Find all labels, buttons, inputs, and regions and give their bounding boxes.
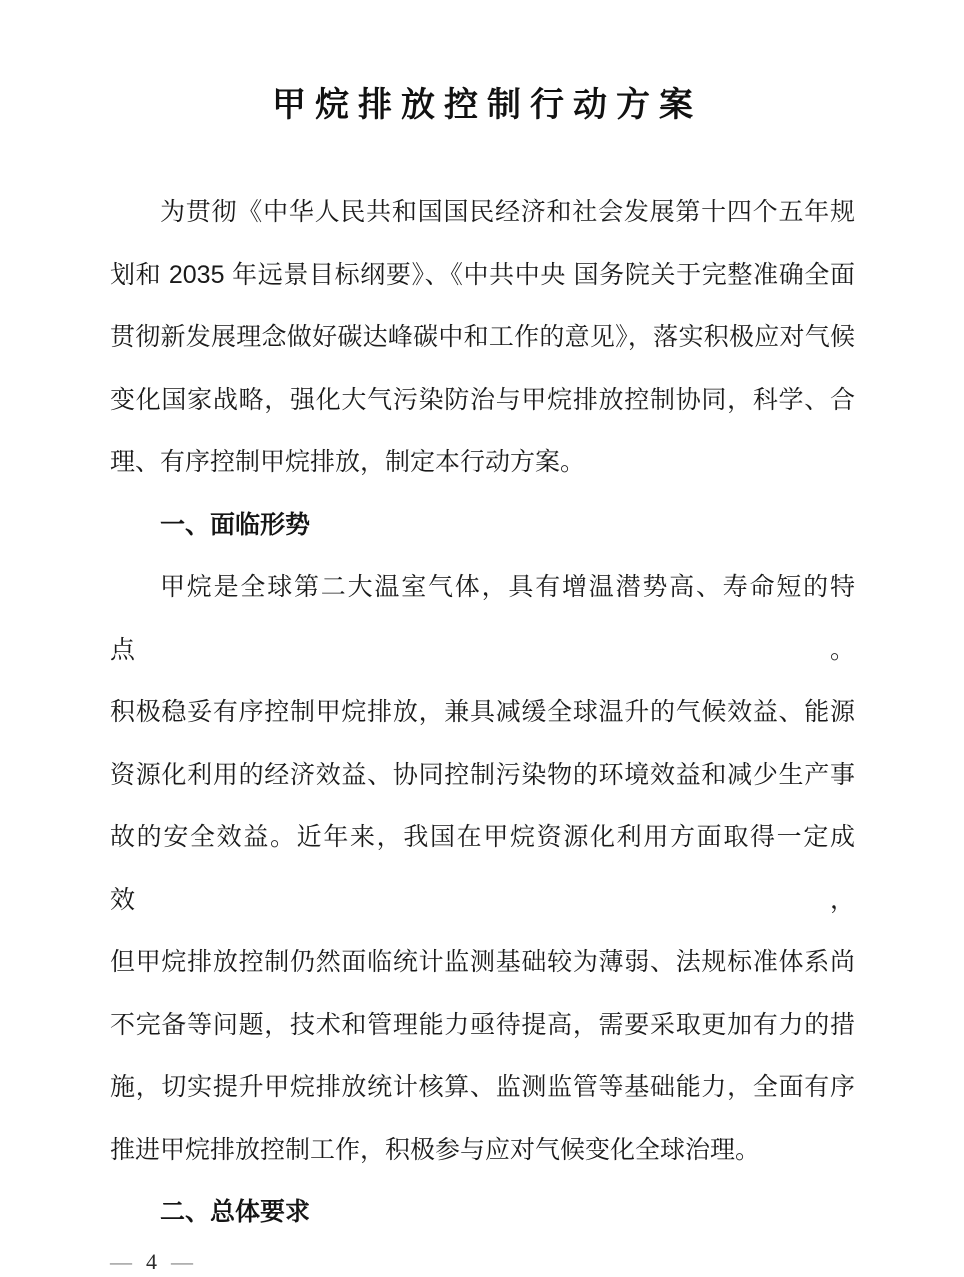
paragraph-line: 故的安全效益。近年来，我国在甲烷资源化利用方面取得一定成效， [110, 823, 855, 914]
paragraph-line: 资源化利用的经济效益、协同控制污染物的环境效益和减少生产事 [110, 760, 855, 789]
document-body [110, 181, 855, 1244]
page-number [110, 1247, 855, 1277]
document-page [0, 80, 964, 1274]
paragraph-line: 积极稳妥有序控制甲烷排放，兼具减缓全球温升的气候效益、能源 [110, 698, 855, 726]
paragraph-line: 变化国家战略，强化大气污染防治与甲烷排放控制协同，科学、合 [110, 385, 855, 414]
paragraph-line: 甲烷是全球第二大温室气体，具有增温潜势高、寿命短的特点。 [110, 573, 855, 664]
page-number-right-dash: — [171, 1248, 193, 1274]
paragraph-line: 不完备等问题，技术和管理能力亟待提高，需要采取更加有力的措 [110, 1010, 855, 1039]
paragraph-line: 但甲烷排放控制仍然面临统计监测基础较为薄弱、法规标准体系尚 [110, 948, 855, 976]
paragraph-line: 贯彻新发展理念做好碳达峰碳中和工作的意见》，落实积极应对气候 [110, 323, 855, 351]
section-heading: 二、总体要求 [160, 1198, 311, 1226]
page-number-left-dash: — [110, 1248, 132, 1274]
page-number-value: 4 [146, 1248, 157, 1274]
document-title: 甲烷排放控制行动方案 [272, 86, 702, 124]
section-heading: 一、面临形势 [160, 510, 311, 539]
paragraph-line: 推进甲烷排放控制工作，积极参与应对气候变化全球治理。 [110, 1135, 761, 1164]
paragraph-line: 理、有序控制甲烷排放，制定本行动方案。 [110, 448, 586, 476]
paragraph-line: 施，切实提升甲烷排放统计核算、监测监管等基础能力，全面有序 [110, 1073, 855, 1101]
paragraph-line: 划和 2035 年远景目标纲要》、《中共中央 国务院关于完整准确全面 [110, 260, 855, 289]
paragraph-line: 为贯彻《中华人民共和国国民经济和社会发展第十四个五年规 [160, 198, 855, 226]
